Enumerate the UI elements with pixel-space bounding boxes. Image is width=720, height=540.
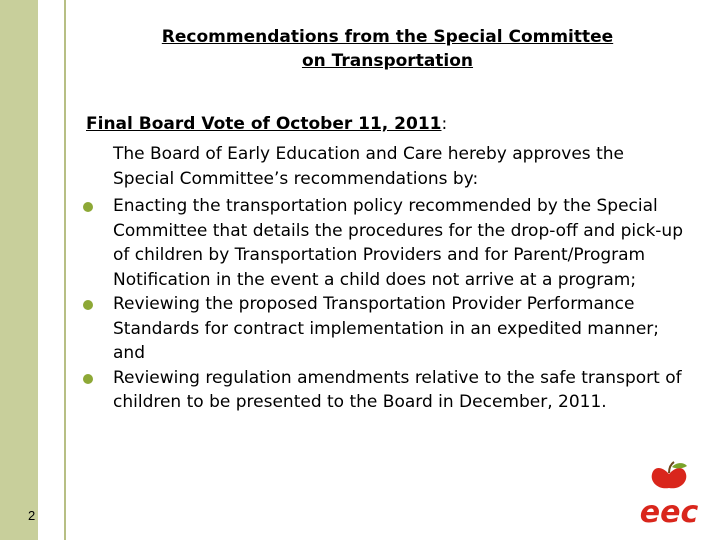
sidebar-divider — [64, 0, 66, 540]
vote-heading — [86, 112, 447, 136]
title-line-1: Recommendations from the Special Committee — [161, 27, 614, 47]
list-item-text: Reviewing regulation amendments relative to the safe transport of children to be presented to the Board in December, 2011. — [113, 367, 682, 412]
list-item-text: Reviewing the proposed Transportation Provider Performance Standards for contract implementation in an expedited manner; and — [113, 294, 659, 363]
slide-title — [100, 25, 675, 73]
page-number: 2 — [28, 508, 36, 523]
list-item-text: Enacting the transportation policy recommended by the Special Committee that details the procedures for the drop-off and pick-up of children by Transportation Providers and for Parent/Program Notification in the event a child does not arrive at a program; — [113, 196, 683, 290]
bullet-icon — [83, 202, 93, 212]
apple-icon — [652, 462, 687, 488]
eec-logo — [632, 460, 706, 530]
sidebar-decoration — [0, 0, 38, 540]
recommendation-list — [113, 194, 688, 415]
logo-text: eec — [639, 495, 699, 530]
bullet-icon — [83, 374, 93, 384]
list-item — [113, 366, 688, 415]
list-item — [113, 292, 688, 366]
vote-heading-label: Final Board Vote of October 11, 2011 — [86, 114, 442, 134]
intro-paragraph: The Board of Early Education and Care hereby approves the Special Committee’s recommendations by: — [113, 144, 624, 189]
bullet-icon — [83, 300, 93, 310]
vote-heading-colon: : — [441, 114, 448, 134]
list-item — [113, 194, 688, 292]
title-line-2: on Transportation — [301, 51, 474, 71]
